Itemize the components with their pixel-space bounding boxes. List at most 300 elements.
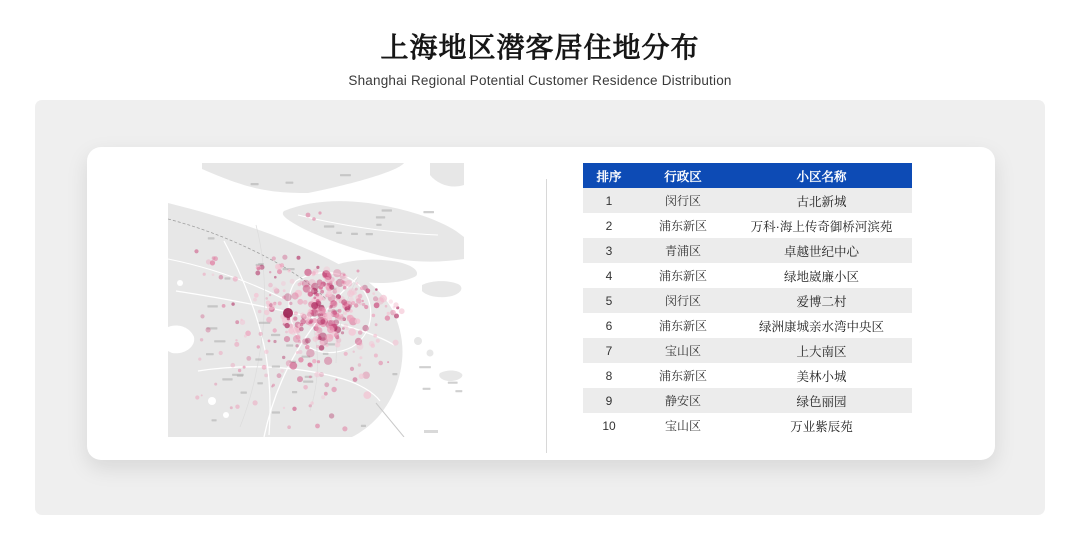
district-cell: 宝山区: [635, 413, 731, 438]
density-dot: [297, 299, 303, 305]
density-dot: [329, 281, 333, 285]
density-dot: [399, 308, 405, 314]
density-dot: [325, 312, 333, 320]
density-dot: [309, 319, 313, 323]
table-row: [583, 288, 912, 313]
density-dot: [358, 294, 363, 299]
density-dot: [253, 298, 257, 302]
density-dot: [254, 293, 259, 298]
density-dot: [298, 350, 302, 354]
density-dot: [286, 360, 292, 366]
density-dot: [320, 282, 323, 285]
density-dot: [195, 395, 199, 399]
density-dot: [214, 383, 217, 386]
density-dot: [212, 273, 215, 276]
density-dot: [305, 338, 311, 344]
density-dot: [312, 359, 316, 363]
map-label-mark: [376, 216, 385, 218]
density-dot: [296, 351, 299, 354]
community-cell: 绿地崴廉小区: [731, 263, 912, 288]
map-label-mark: [303, 381, 313, 383]
density-dot: [305, 345, 310, 350]
page-header: [0, 0, 1080, 88]
community-cell: 卓越世纪中心: [731, 238, 912, 263]
table-row: [583, 413, 912, 438]
density-dot: [315, 332, 318, 335]
density-dot: [283, 308, 293, 318]
density-dot: [345, 275, 347, 277]
map-label-mark: [251, 183, 259, 185]
density-dot: [278, 301, 282, 305]
community-cell: 上大南区: [731, 338, 912, 363]
density-dot: [324, 392, 328, 396]
map-label-mark: [366, 233, 373, 235]
density-dot: [273, 328, 277, 332]
density-dot: [281, 281, 286, 286]
map-label-mark: [237, 375, 243, 377]
density-dot: [238, 369, 241, 372]
density-dot: [219, 351, 223, 355]
map-label-mark: [222, 378, 232, 380]
density-dot: [355, 288, 358, 291]
map-label-mark: [455, 390, 462, 392]
density-dot: [284, 323, 289, 328]
density-dot: [337, 316, 342, 321]
district-cell: 浦东新区: [635, 313, 731, 338]
density-dot: [312, 217, 316, 221]
density-dot: [292, 292, 299, 299]
density-dot: [274, 276, 277, 279]
density-dot: [329, 285, 334, 290]
density-dot: [312, 271, 316, 275]
density-dot: [358, 341, 363, 346]
density-dot: [324, 357, 332, 365]
density-dot: [344, 352, 348, 356]
density-dot: [349, 297, 354, 302]
rank-cell: 6: [583, 313, 635, 338]
density-dot: [264, 350, 268, 354]
density-dot: [372, 292, 375, 295]
map-label-mark: [376, 224, 381, 226]
density-dot: [295, 344, 298, 347]
density-dot: [316, 293, 320, 297]
density-dot: [342, 327, 345, 330]
density-dot: [374, 354, 378, 358]
density-dot: [387, 312, 390, 315]
density-dot: [266, 317, 272, 323]
density-dot: [359, 356, 362, 359]
density-dot: [282, 356, 285, 359]
map-label-mark: [323, 353, 329, 355]
density-dot: [393, 302, 398, 307]
density-dot: [316, 266, 319, 269]
density-dot: [327, 272, 331, 276]
density-dot: [334, 333, 339, 338]
density-dot: [333, 324, 338, 329]
community-cell: 古北新城: [731, 188, 912, 213]
density-dot: [198, 358, 201, 361]
density-dot: [376, 339, 380, 343]
table-row: [583, 363, 912, 388]
density-dot: [253, 400, 258, 405]
density-dot: [257, 345, 260, 348]
table-row: [583, 313, 912, 338]
density-dot: [304, 269, 311, 276]
density-dot: [283, 407, 285, 409]
table-header-row: [583, 163, 912, 188]
shanghai-map-svg: [168, 163, 464, 437]
map-label-mark: [336, 232, 342, 234]
density-dot: [285, 331, 288, 334]
density-dot: [315, 326, 321, 332]
density-dot: [309, 376, 312, 379]
map-attribution-mark: [424, 430, 438, 433]
density-dot: [318, 211, 321, 214]
density-dot: [234, 342, 239, 347]
density-dot: [266, 301, 270, 305]
density-dot: [294, 311, 298, 315]
density-dot: [363, 391, 371, 399]
density-dot: [347, 315, 351, 319]
map-label-mark: [286, 182, 294, 184]
density-dot: [308, 291, 313, 296]
density-dot: [338, 309, 342, 313]
density-dot: [284, 336, 290, 342]
density-dot: [357, 270, 360, 273]
density-dot: [302, 280, 310, 288]
density-dot: [280, 263, 284, 267]
density-dot: [313, 296, 316, 299]
density-dot: [230, 406, 233, 409]
density-dot: [346, 310, 349, 313]
table-row: [583, 263, 912, 288]
density-dot: [258, 310, 262, 314]
density-dot: [268, 340, 271, 343]
density-dot: [317, 360, 320, 363]
rank-cell: 5: [583, 288, 635, 313]
map-label-mark: [361, 425, 366, 427]
density-dot: [353, 351, 355, 353]
map-label-mark: [225, 277, 231, 279]
density-dot: [343, 274, 346, 277]
density-dot: [336, 298, 339, 301]
density-dot: [343, 281, 346, 284]
density-dot: [272, 256, 276, 260]
density-dot: [319, 345, 325, 351]
community-cell: 美林小城: [731, 363, 912, 388]
density-dot: [311, 302, 318, 309]
map-label-mark: [423, 388, 431, 390]
density-dot: [335, 379, 337, 381]
district-cell: 静安区: [635, 388, 731, 413]
district-cell: 宝山区: [635, 338, 731, 363]
density-dot: [244, 335, 247, 338]
rank-cell: 4: [583, 263, 635, 288]
map-label-mark: [241, 392, 247, 394]
density-dot: [222, 304, 226, 308]
map-label-mark: [423, 211, 434, 213]
density-dot: [373, 296, 378, 301]
district-cell: 闵行区: [635, 188, 731, 213]
density-dot: [280, 369, 284, 373]
density-dot: [212, 256, 216, 260]
density-dot: [194, 249, 198, 253]
density-dot: [303, 300, 308, 305]
density-dot: [362, 325, 368, 331]
density-dot: [360, 286, 364, 290]
density-dot: [298, 283, 302, 287]
map-label-mark: [351, 233, 358, 235]
density-dot: [203, 273, 206, 276]
community-cell: 绿色丽园: [731, 388, 912, 413]
density-dot: [374, 302, 380, 308]
density-dot: [289, 302, 292, 305]
district-cell: 浦东新区: [635, 263, 731, 288]
table-row: [583, 388, 912, 413]
density-dot: [324, 382, 329, 387]
map-label-mark: [207, 305, 217, 307]
density-dot: [246, 356, 251, 361]
density-dot: [390, 310, 396, 316]
community-cell: 万科·海上传奇御桥河滨苑: [731, 213, 912, 238]
density-dot: [352, 290, 357, 295]
density-dot: [372, 314, 376, 318]
density-dot: [309, 404, 312, 407]
density-dot: [356, 282, 359, 285]
density-dot: [264, 310, 270, 316]
shanghai-map: [168, 163, 464, 437]
density-dot: [306, 213, 311, 218]
density-dot: [348, 304, 352, 308]
map-label-mark: [392, 373, 397, 375]
density-dot: [297, 376, 303, 382]
density-dot: [320, 341, 325, 346]
community-column-header: 小区名称: [731, 163, 912, 188]
map-label-mark: [206, 353, 214, 355]
map-label-mark: [212, 419, 217, 421]
density-dot: [373, 334, 377, 338]
density-dot: [233, 276, 238, 281]
density-dot: [273, 287, 278, 292]
density-dot: [282, 255, 287, 260]
table-row: [583, 213, 912, 238]
density-dot: [389, 299, 393, 303]
district-cell: 青浦区: [635, 238, 731, 263]
map-label-mark: [419, 366, 431, 368]
map-label-mark: [208, 237, 215, 239]
density-dot: [318, 336, 322, 340]
density-dot: [290, 279, 295, 284]
density-dot: [353, 377, 358, 382]
rank-cell: 8: [583, 363, 635, 388]
density-dot: [359, 302, 362, 305]
density-dot: [325, 277, 330, 282]
density-dot: [314, 372, 320, 378]
density-dot: [219, 275, 224, 280]
density-dot: [358, 330, 363, 335]
density-dot: [288, 269, 291, 272]
district-column-header: 行政区: [635, 163, 731, 188]
content-card: [87, 147, 995, 460]
density-dot: [315, 424, 320, 429]
map-right-divider: [546, 179, 547, 453]
density-dot: [359, 374, 365, 380]
map-label-mark: [286, 344, 293, 346]
density-dot: [292, 407, 296, 411]
density-dot: [306, 349, 314, 357]
density-dot: [346, 327, 349, 330]
density-dot: [240, 320, 245, 325]
density-dot: [273, 302, 277, 306]
ranking-table: [583, 163, 912, 438]
density-dot: [387, 361, 389, 363]
community-cell: 爱博二村: [731, 288, 912, 313]
density-dot: [243, 366, 246, 369]
density-dot: [316, 299, 320, 303]
density-dot: [272, 384, 275, 387]
density-dot: [273, 340, 276, 343]
density-dot: [323, 266, 330, 273]
density-dot: [325, 344, 328, 347]
density-dot: [385, 315, 390, 320]
map-label-mark: [271, 334, 280, 336]
density-dot: [269, 294, 271, 296]
density-dot: [343, 301, 347, 305]
density-dot: [331, 387, 336, 392]
density-dot: [385, 305, 388, 308]
density-dot: [325, 285, 330, 290]
district-cell: 闵行区: [635, 288, 731, 313]
density-dot: [277, 269, 282, 274]
density-dot: [200, 338, 203, 341]
rank-cell: 2: [583, 213, 635, 238]
density-dot: [320, 319, 325, 324]
map-label-mark: [255, 358, 262, 360]
density-dot: [341, 331, 344, 334]
density-dot: [283, 289, 286, 292]
density-dot: [200, 314, 204, 318]
density-dot: [365, 288, 370, 293]
density-dot: [333, 310, 338, 315]
density-dot: [262, 365, 267, 370]
map-label-mark: [382, 209, 392, 211]
community-cell: 绿洲康城亲水湾中央区: [731, 313, 912, 338]
density-dot: [330, 305, 333, 308]
map-label-mark: [448, 382, 458, 384]
ranking-table-head: [583, 163, 912, 188]
density-dot: [322, 296, 326, 300]
density-dot: [201, 394, 203, 396]
map-label-mark: [272, 366, 280, 368]
density-dot: [343, 286, 347, 290]
map-label-mark: [324, 225, 334, 227]
density-dot: [255, 271, 260, 276]
table-row: [583, 238, 912, 263]
rank-cell: 3: [583, 238, 635, 263]
density-dot: [297, 256, 301, 260]
density-dot: [231, 363, 236, 368]
district-cell: 浦东新区: [635, 213, 731, 238]
map-label-mark: [272, 411, 280, 413]
density-dot: [277, 373, 282, 378]
density-dot: [259, 332, 263, 336]
density-dot: [303, 385, 308, 390]
density-dot: [355, 318, 361, 324]
density-dot: [235, 320, 239, 324]
density-dot: [235, 339, 237, 341]
density-dot: [310, 401, 313, 404]
density-dot: [326, 291, 332, 297]
density-dot: [269, 271, 271, 273]
density-dot: [334, 287, 340, 293]
density-dot: [321, 395, 325, 399]
content-panel: [35, 100, 1045, 515]
density-dot: [210, 260, 215, 265]
rank-column-header: 排序: [583, 163, 635, 188]
density-dot: [309, 314, 311, 316]
density-dot: [358, 363, 361, 366]
ranking-table-body: [583, 188, 912, 438]
density-dot: [288, 328, 294, 334]
map-label-mark: [340, 174, 351, 176]
page-subtitle: Shanghai Regional Potential Customer Residence Distribution: [348, 73, 732, 88]
density-dot: [206, 327, 211, 332]
density-dot: [393, 340, 399, 346]
density-dot: [265, 297, 268, 300]
density-dot: [329, 413, 334, 418]
density-dot: [348, 328, 356, 336]
community-cell: 万业紫辰苑: [731, 413, 912, 438]
density-dot: [264, 374, 268, 378]
density-dot: [231, 302, 234, 305]
density-dot: [362, 300, 364, 302]
rank-cell: 7: [583, 338, 635, 363]
map-label-mark: [257, 382, 263, 384]
density-dot: [323, 314, 325, 316]
density-dot: [350, 367, 354, 371]
density-dot: [308, 363, 313, 368]
density-dot: [335, 342, 341, 348]
density-dot: [375, 288, 378, 291]
density-dot: [235, 405, 239, 409]
rank-cell: 1: [583, 188, 635, 213]
density-dot: [320, 290, 324, 294]
density-dot: [318, 334, 321, 337]
density-dot: [342, 426, 347, 431]
density-dot: [293, 316, 297, 320]
density-dot: [298, 357, 303, 362]
density-dot: [349, 309, 353, 313]
density-dot: [282, 296, 286, 300]
district-cell: 浦东新区: [635, 363, 731, 388]
density-dot: [378, 361, 383, 366]
density-dot: [316, 345, 319, 348]
map-label-mark: [214, 340, 225, 342]
rank-cell: 9: [583, 388, 635, 413]
density-dot: [371, 344, 375, 348]
table-row: [583, 338, 912, 363]
rank-cell: 10: [583, 413, 635, 438]
table-row: [583, 188, 912, 213]
density-dot: [257, 267, 261, 271]
density-dot: [317, 313, 321, 317]
density-dot: [268, 283, 273, 288]
map-label-mark: [292, 391, 297, 393]
density-dot: [287, 425, 291, 429]
density-dot: [364, 305, 368, 309]
density-dot: [375, 323, 378, 326]
density-dot: [298, 340, 302, 344]
